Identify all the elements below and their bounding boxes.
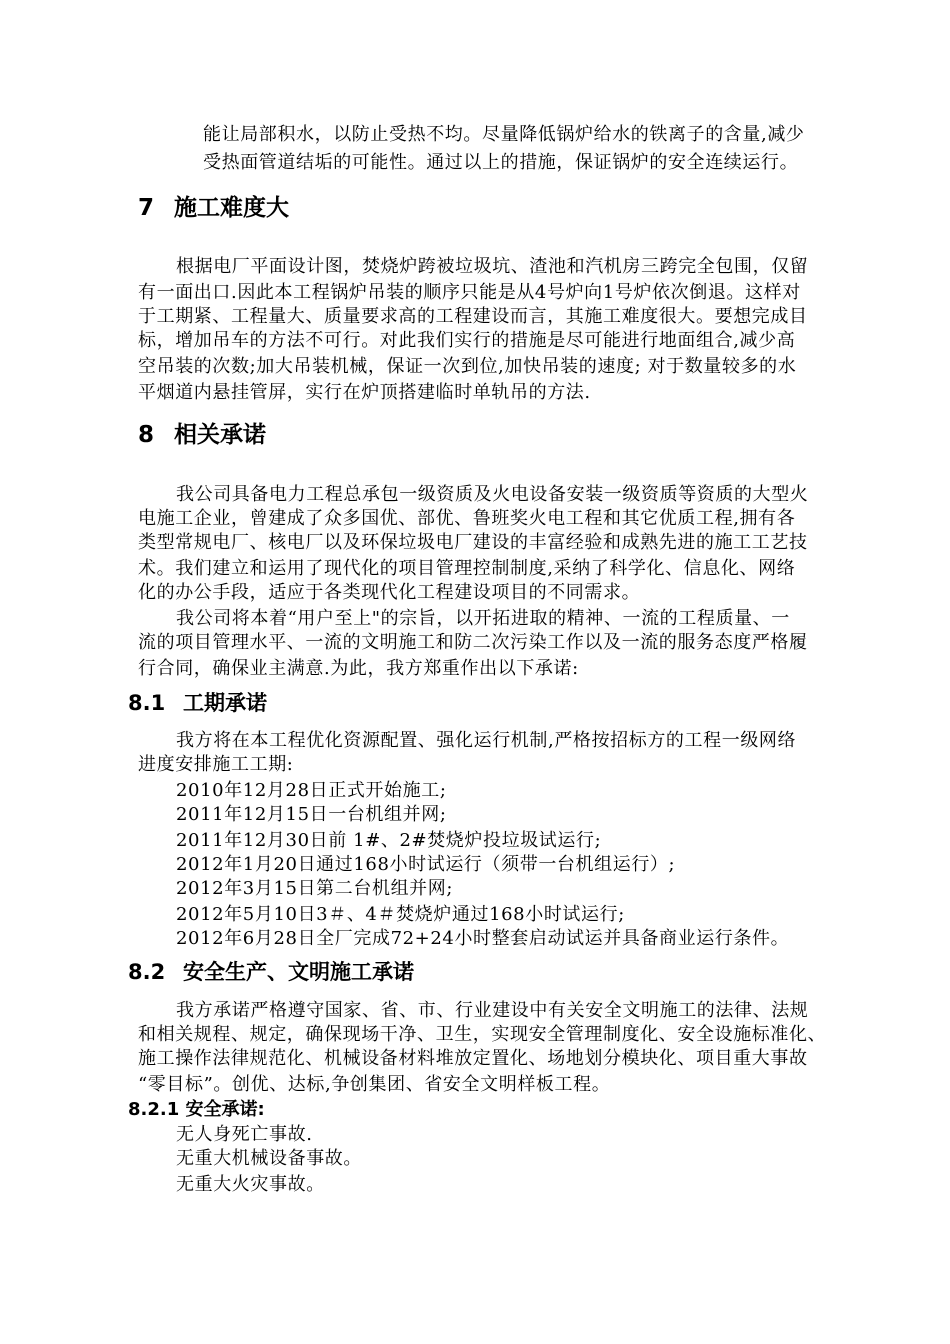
text-line: 平烟道内悬挂管屏，实行在炉顶搭建临时单轨吊的方法. — [138, 382, 591, 403]
text-line: 有一面出口.因此本工程锅炉吊装的顺序只能是从4号炉向1号炉依次倒退。这样对 — [138, 282, 801, 303]
text-line: 根据电厂平面设计图，焚烧炉跨被垃圾坑、渣池和汽机房三跨完全包围，仅留 — [176, 256, 809, 277]
section-number: 8.2 — [128, 960, 166, 984]
text-line: 空吊装的次数;加大吊装机械，保证一次到位,加快吊装的速度; 对于数量较多的水 — [138, 356, 797, 377]
section-title: 施工难度大 — [174, 195, 289, 221]
text-line: 行合同，确保业主满意.为此，我方郑重作出以下承诺: — [138, 658, 579, 679]
text-line: 我方承诺严格遵守国家、省、市、行业建设中有关安全文明施工的法律、法规 — [176, 1000, 809, 1021]
section-number: 8 — [138, 422, 155, 448]
section-heading-8-2-1 — [128, 1098, 265, 1122]
section-heading-7 — [138, 193, 289, 223]
list-item: 无人身死亡事故. — [176, 1124, 313, 1145]
section-title: 相关承诺 — [174, 422, 266, 448]
section-number: 8.1 — [128, 691, 166, 715]
section-heading-8-2 — [128, 958, 414, 986]
text-line: 类型常规电厂、核电厂以及环保垃圾电厂建设的丰富经验和成熟先进的施工工艺技 — [138, 532, 808, 553]
list-item: 无重大火灾事故。 — [176, 1174, 325, 1195]
text-line: 术。我们建立和运用了现代化的项目管理控制制度,采纳了科学化、信息化、网络 — [138, 558, 796, 579]
list-item: 无重大机械设备事故。 — [176, 1148, 362, 1169]
section-heading-8-1 — [128, 689, 267, 717]
text-line: 流的项目管理水平、一流的文明施工和防二次污染工作以及一流的服务态度严格履 — [138, 632, 808, 653]
text-line: 和相关规程、规定，确保现场干净、卫生，实现安全管理制度化、安全设施标准化、 — [138, 1024, 827, 1045]
schedule-item: 2012年1月20日通过168小时试运行（须带一台机组运行）; — [176, 854, 676, 875]
schedule-item: 2010年12月28日正式开始施工; — [176, 780, 447, 801]
schedule-item: 2011年12月15日一台机组并网; — [176, 804, 447, 825]
text-line: 我公司具备电力工程总承包一级资质及火电设备安装一级资质等资质的大型火 — [176, 484, 809, 505]
text-line: 施工操作法律规范化、机械设备材料堆放定置化、场地划分模块化、项目重大事故 — [138, 1048, 808, 1069]
section-title: 工期承诺 — [183, 691, 267, 715]
section-title: 安全生产、文明施工承诺 — [183, 960, 414, 984]
schedule-item: 2011年12月30日前 1#、2#焚烧炉投垃圾试运行; — [176, 830, 602, 851]
text-line: 受热面管道结垢的可能性。通过以上的措施，保证锅炉的安全连续运行。 — [203, 152, 799, 173]
text-line: 我公司将本着“用户至上"的宗旨，以开拓进取的精神、一流的工程质量、一 — [176, 608, 790, 629]
text-line: “零目标”。创优、达标,争创集团、省安全文明样板工程。 — [138, 1074, 611, 1095]
schedule-item: 2012年5月10日3＃、4＃焚烧炉通过168小时试运行; — [176, 904, 625, 925]
text-line: 标，增加吊车的方法不可行。对此我们实行的措施是尽可能进行地面组合,减少高 — [138, 330, 796, 351]
text-line: 进度安排施工工期: — [138, 754, 294, 775]
text-line: 于工期紧、工程量大、质量要求高的工程建设而言，其施工难度很大。要想完成目 — [138, 306, 808, 327]
section-title: 安全承诺: — [185, 1099, 265, 1120]
section-heading-8 — [138, 420, 266, 450]
section-number: 8.2.1 — [128, 1099, 180, 1120]
text-line: 化的办公手段，适应于各类现代化工程建设项目的不同需求。 — [138, 582, 641, 603]
text-line: 电施工企业，曾建成了众多国优、部优、鲁班奖火电工程和其它优质工程,拥有各 — [138, 508, 796, 529]
text-line: 能让局部积水，以防止受热不均。尽量降低锅炉给水的铁离子的含量,减少 — [203, 124, 805, 145]
section-number: 7 — [138, 195, 155, 221]
schedule-item: 2012年3月15日第二台机组并网; — [176, 878, 454, 899]
text-line: 我方将在本工程优化资源配置、强化运行机制,严格按招标方的工程一级网络 — [176, 730, 797, 751]
schedule-item: 2012年6月28日全厂完成72+24小时整套启动试运并具备商业运行条件。 — [176, 928, 790, 949]
